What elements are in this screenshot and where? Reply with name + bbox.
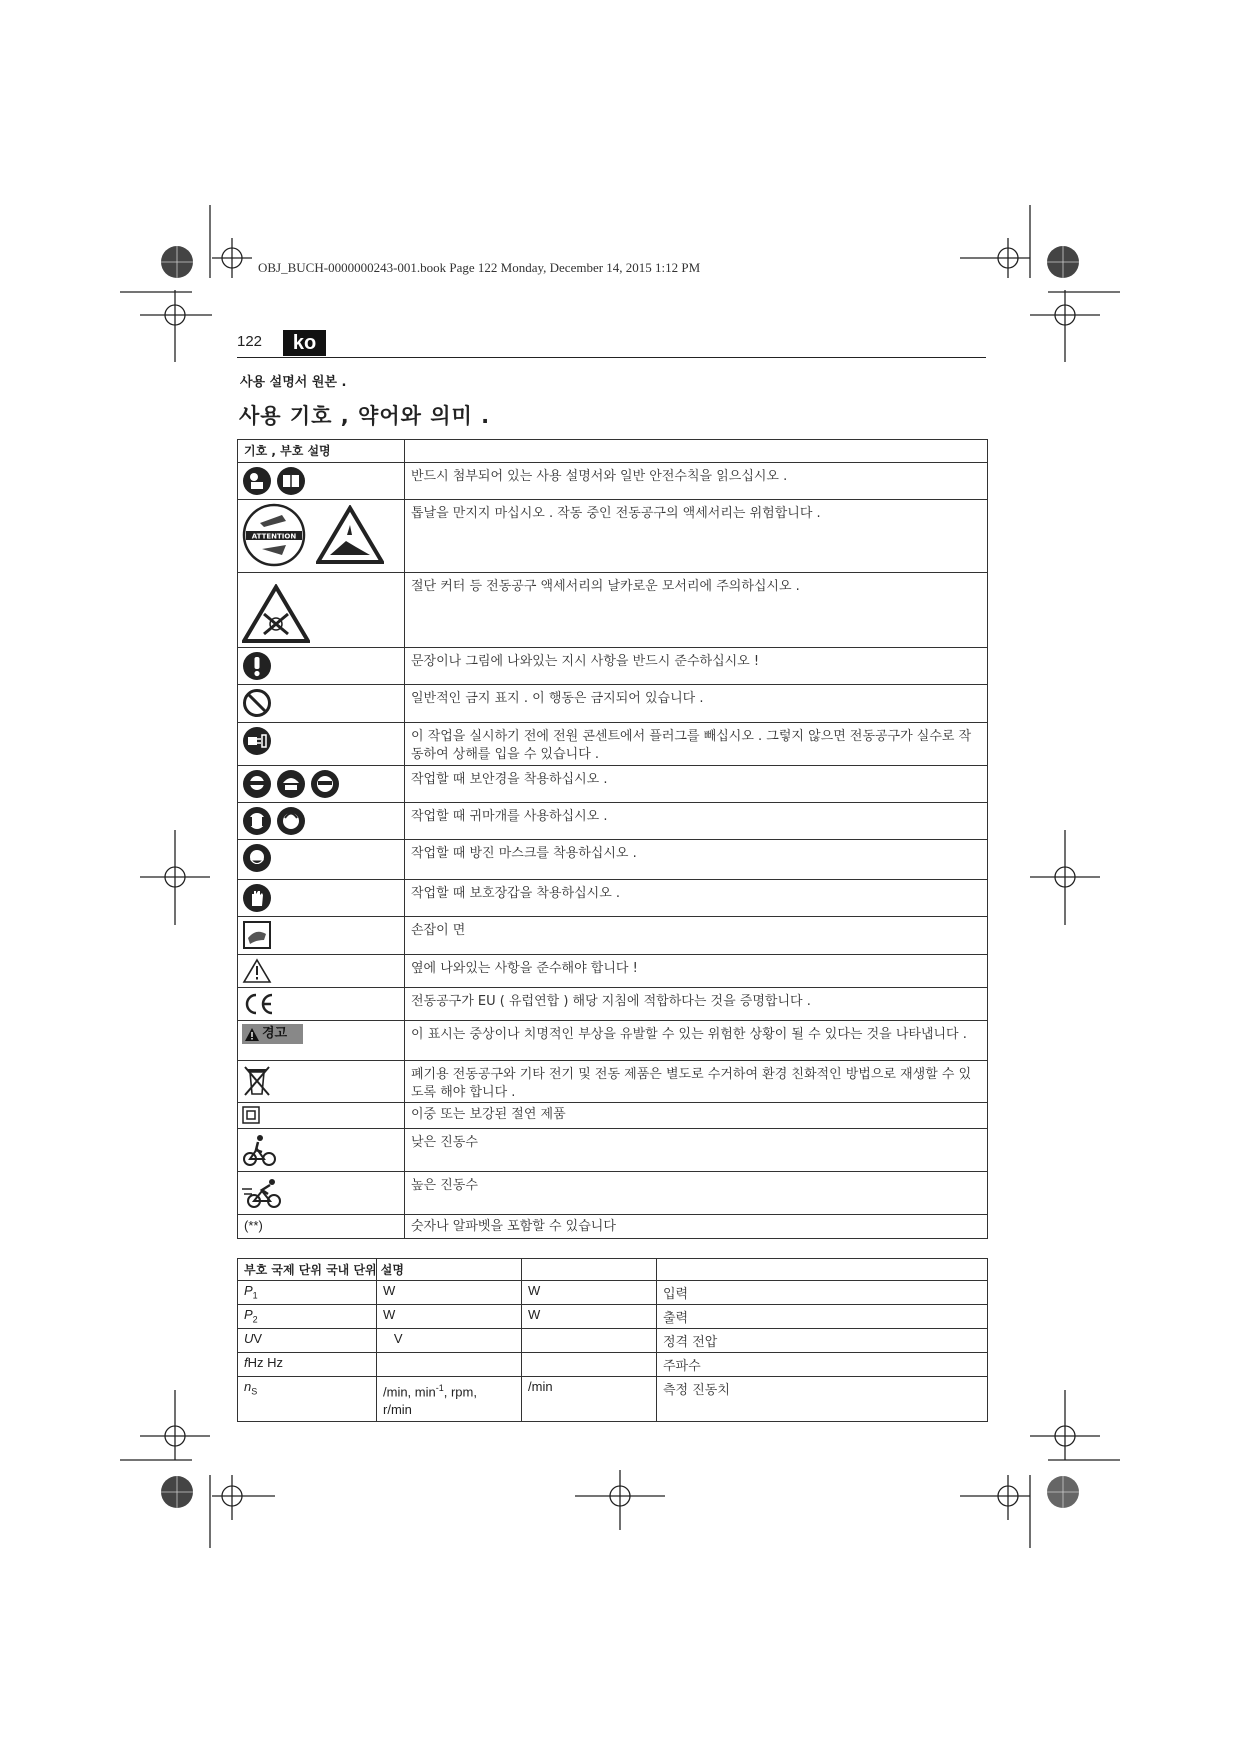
unit-symbol: $P_2$	[238, 1305, 377, 1329]
table-row	[238, 1353, 988, 1377]
unit-description: 주파수	[657, 1353, 988, 1377]
table-row	[238, 766, 988, 803]
row-description: 폐기용 전동공구와 기타 전기 및 전동 제품은 별도로 수거하여 환경 친화적인 방법으로 재생할 수 있도록 해야 합니다 .	[405, 1061, 988, 1103]
unit-symbol: $n_S$	[238, 1377, 377, 1422]
unit-national	[522, 1329, 657, 1353]
table-row	[238, 573, 988, 648]
language-badge: ko	[283, 330, 326, 356]
table-row	[238, 463, 988, 500]
unit-description: 출력	[657, 1305, 988, 1329]
header-rule	[237, 357, 986, 358]
unit-header-3	[522, 1259, 657, 1281]
grip-surface-icon	[242, 920, 272, 950]
unit-table	[237, 1258, 988, 1422]
row-description: 숫자나 알파벳을 포함할 수 있습니다	[405, 1215, 988, 1239]
row-description: 옆에 나와있는 사항을 준수해야 합니다 !	[405, 955, 988, 988]
unit-symbol: UV	[238, 1329, 377, 1353]
unit-symbol: fHz Hz	[238, 1353, 377, 1377]
dust-mask-icon	[242, 843, 272, 873]
table-row	[238, 1377, 988, 1422]
table-row	[238, 723, 988, 766]
read-manual-icon	[242, 466, 272, 496]
ce-mark-icon	[242, 991, 276, 1017]
row-description: 작업할 때 귀마개를 사용하십시오 .	[405, 803, 988, 840]
table-row	[238, 1172, 988, 1215]
table-row	[238, 1021, 988, 1061]
warning-triangle-icon	[242, 958, 272, 984]
table-row	[238, 500, 988, 573]
unit-table-header	[238, 1259, 988, 1281]
unit-header-1: 부호 국제 단위 국내 단위 설명	[238, 1259, 377, 1281]
table-row	[238, 917, 988, 955]
row-description: 반드시 첨부되어 있는 사용 설명서와 일반 안전수칙을 읽으십시오 .	[405, 463, 988, 500]
table-row	[238, 685, 988, 723]
table-row	[238, 1215, 988, 1239]
warning-label-text: 경고	[262, 1026, 288, 1041]
unit-symbol: $P_1$	[238, 1281, 377, 1305]
row-description: 작업할 때 보안경을 착용하십시오 .	[405, 766, 988, 803]
table-row	[238, 840, 988, 880]
manual-book-icon	[276, 466, 306, 496]
table-row	[238, 803, 988, 840]
earmuffs-icon	[276, 806, 306, 836]
section-title: 사용 기호 , 약어와 의미 .	[239, 404, 491, 428]
row-description: 절단 커터 등 전동공구 액세서리의 날카로운 모서리에 주의하십시오 .	[405, 573, 988, 648]
symbol-table-header	[238, 440, 988, 463]
page-number: 122	[237, 333, 263, 350]
table-row	[238, 955, 988, 988]
row-description: 낮은 진동수	[405, 1129, 988, 1172]
manual-subtitle: 사용 설명서 원본 .	[240, 375, 347, 390]
unit-national	[522, 1353, 657, 1377]
table-row	[238, 1329, 988, 1353]
symbol-table	[237, 439, 988, 1239]
hot-surface-warning-icon	[316, 505, 384, 565]
unit-international	[377, 1353, 522, 1377]
row-description: 톱날을 만지지 마십시오 . 작동 중인 전동공구의 액세서리는 위험합니다 .	[405, 500, 988, 573]
header-description	[405, 440, 988, 463]
header-symbol: 기호 , 부호 설명	[238, 440, 405, 463]
unit-national: W	[522, 1305, 657, 1329]
row-description: 손잡이 면	[405, 917, 988, 955]
table-row	[238, 1061, 988, 1103]
warning-label-icon	[242, 1024, 303, 1044]
row-description: 작업할 때 보호장갑을 착용하십시오 .	[405, 880, 988, 917]
gloves-icon	[242, 883, 272, 913]
unit-national: /min	[522, 1377, 657, 1422]
row-description: 전동공구가 EU ( 유럽연합 ) 해당 지침에 적합하다는 것을 증명합니다 .	[405, 988, 988, 1021]
row-description: 높은 진동수	[405, 1172, 988, 1215]
weee-bin-icon	[242, 1064, 272, 1098]
table-row	[238, 880, 988, 917]
prohibition-icon	[242, 688, 272, 718]
safety-goggles-icon	[242, 769, 272, 799]
table-row	[238, 1305, 988, 1329]
table-row	[238, 648, 988, 685]
svg-text:ATTENTION: ATTENTION	[251, 532, 297, 541]
table-row	[238, 1281, 988, 1305]
mandatory-exclamation-icon	[242, 651, 272, 681]
placeholder-symbol: (**)	[238, 1215, 405, 1239]
attention-hot-accessory-icon	[242, 503, 306, 567]
unit-description: 측정 진동치	[657, 1377, 988, 1422]
row-description: 작업할 때 방진 마스크를 착용하십시오 .	[405, 840, 988, 880]
unit-header-4	[657, 1259, 988, 1281]
unit-international: V	[377, 1329, 522, 1353]
face-goggles-icon	[310, 769, 340, 799]
row-description: 일반적인 금지 표지 . 이 행동은 금지되어 있습니다 .	[405, 685, 988, 723]
unit-international: W	[377, 1281, 522, 1305]
slow-bicycle-icon	[242, 1132, 278, 1168]
row-description: 이 표시는 중상이나 치명적인 부상을 유발할 수 있는 위험한 상황이 될 수 있다는 것을 나타냅니다 .	[405, 1021, 988, 1061]
sharp-edge-warning-icon	[242, 584, 310, 644]
row-description: 이중 또는 보강된 절연 제품	[405, 1103, 988, 1129]
unplug-icon	[242, 726, 272, 756]
table-row	[238, 1129, 988, 1172]
table-row	[238, 988, 988, 1021]
unit-description: 정격 전압	[657, 1329, 988, 1353]
row-description: 문장이나 그림에 나와있는 지시 사항을 반드시 준수하십시오 !	[405, 648, 988, 685]
unit-international: W	[377, 1305, 522, 1329]
helmet-goggles-icon	[276, 769, 306, 799]
double-insulation-icon	[242, 1106, 260, 1124]
table-row	[238, 1103, 988, 1129]
unit-national: W	[522, 1281, 657, 1305]
unit-description: 입력	[657, 1281, 988, 1305]
row-description: 이 작업을 실시하기 전에 전원 콘센트에서 플러그를 빼십시오 . 그렇지 않으면 전동공구가 실수로 작동하여 상해를 입을 수 있습니다 .	[405, 723, 988, 766]
unit-international: /min, $\min^{-1}$, rpm, r/min	[377, 1377, 522, 1422]
print-header: OBJ_BUCH-0000000243-001.book Page 122 Monday, December 14, 2015 1:12 PM	[258, 260, 701, 275]
ear-protection-icon	[242, 806, 272, 836]
fast-bicycle-icon	[242, 1175, 286, 1211]
